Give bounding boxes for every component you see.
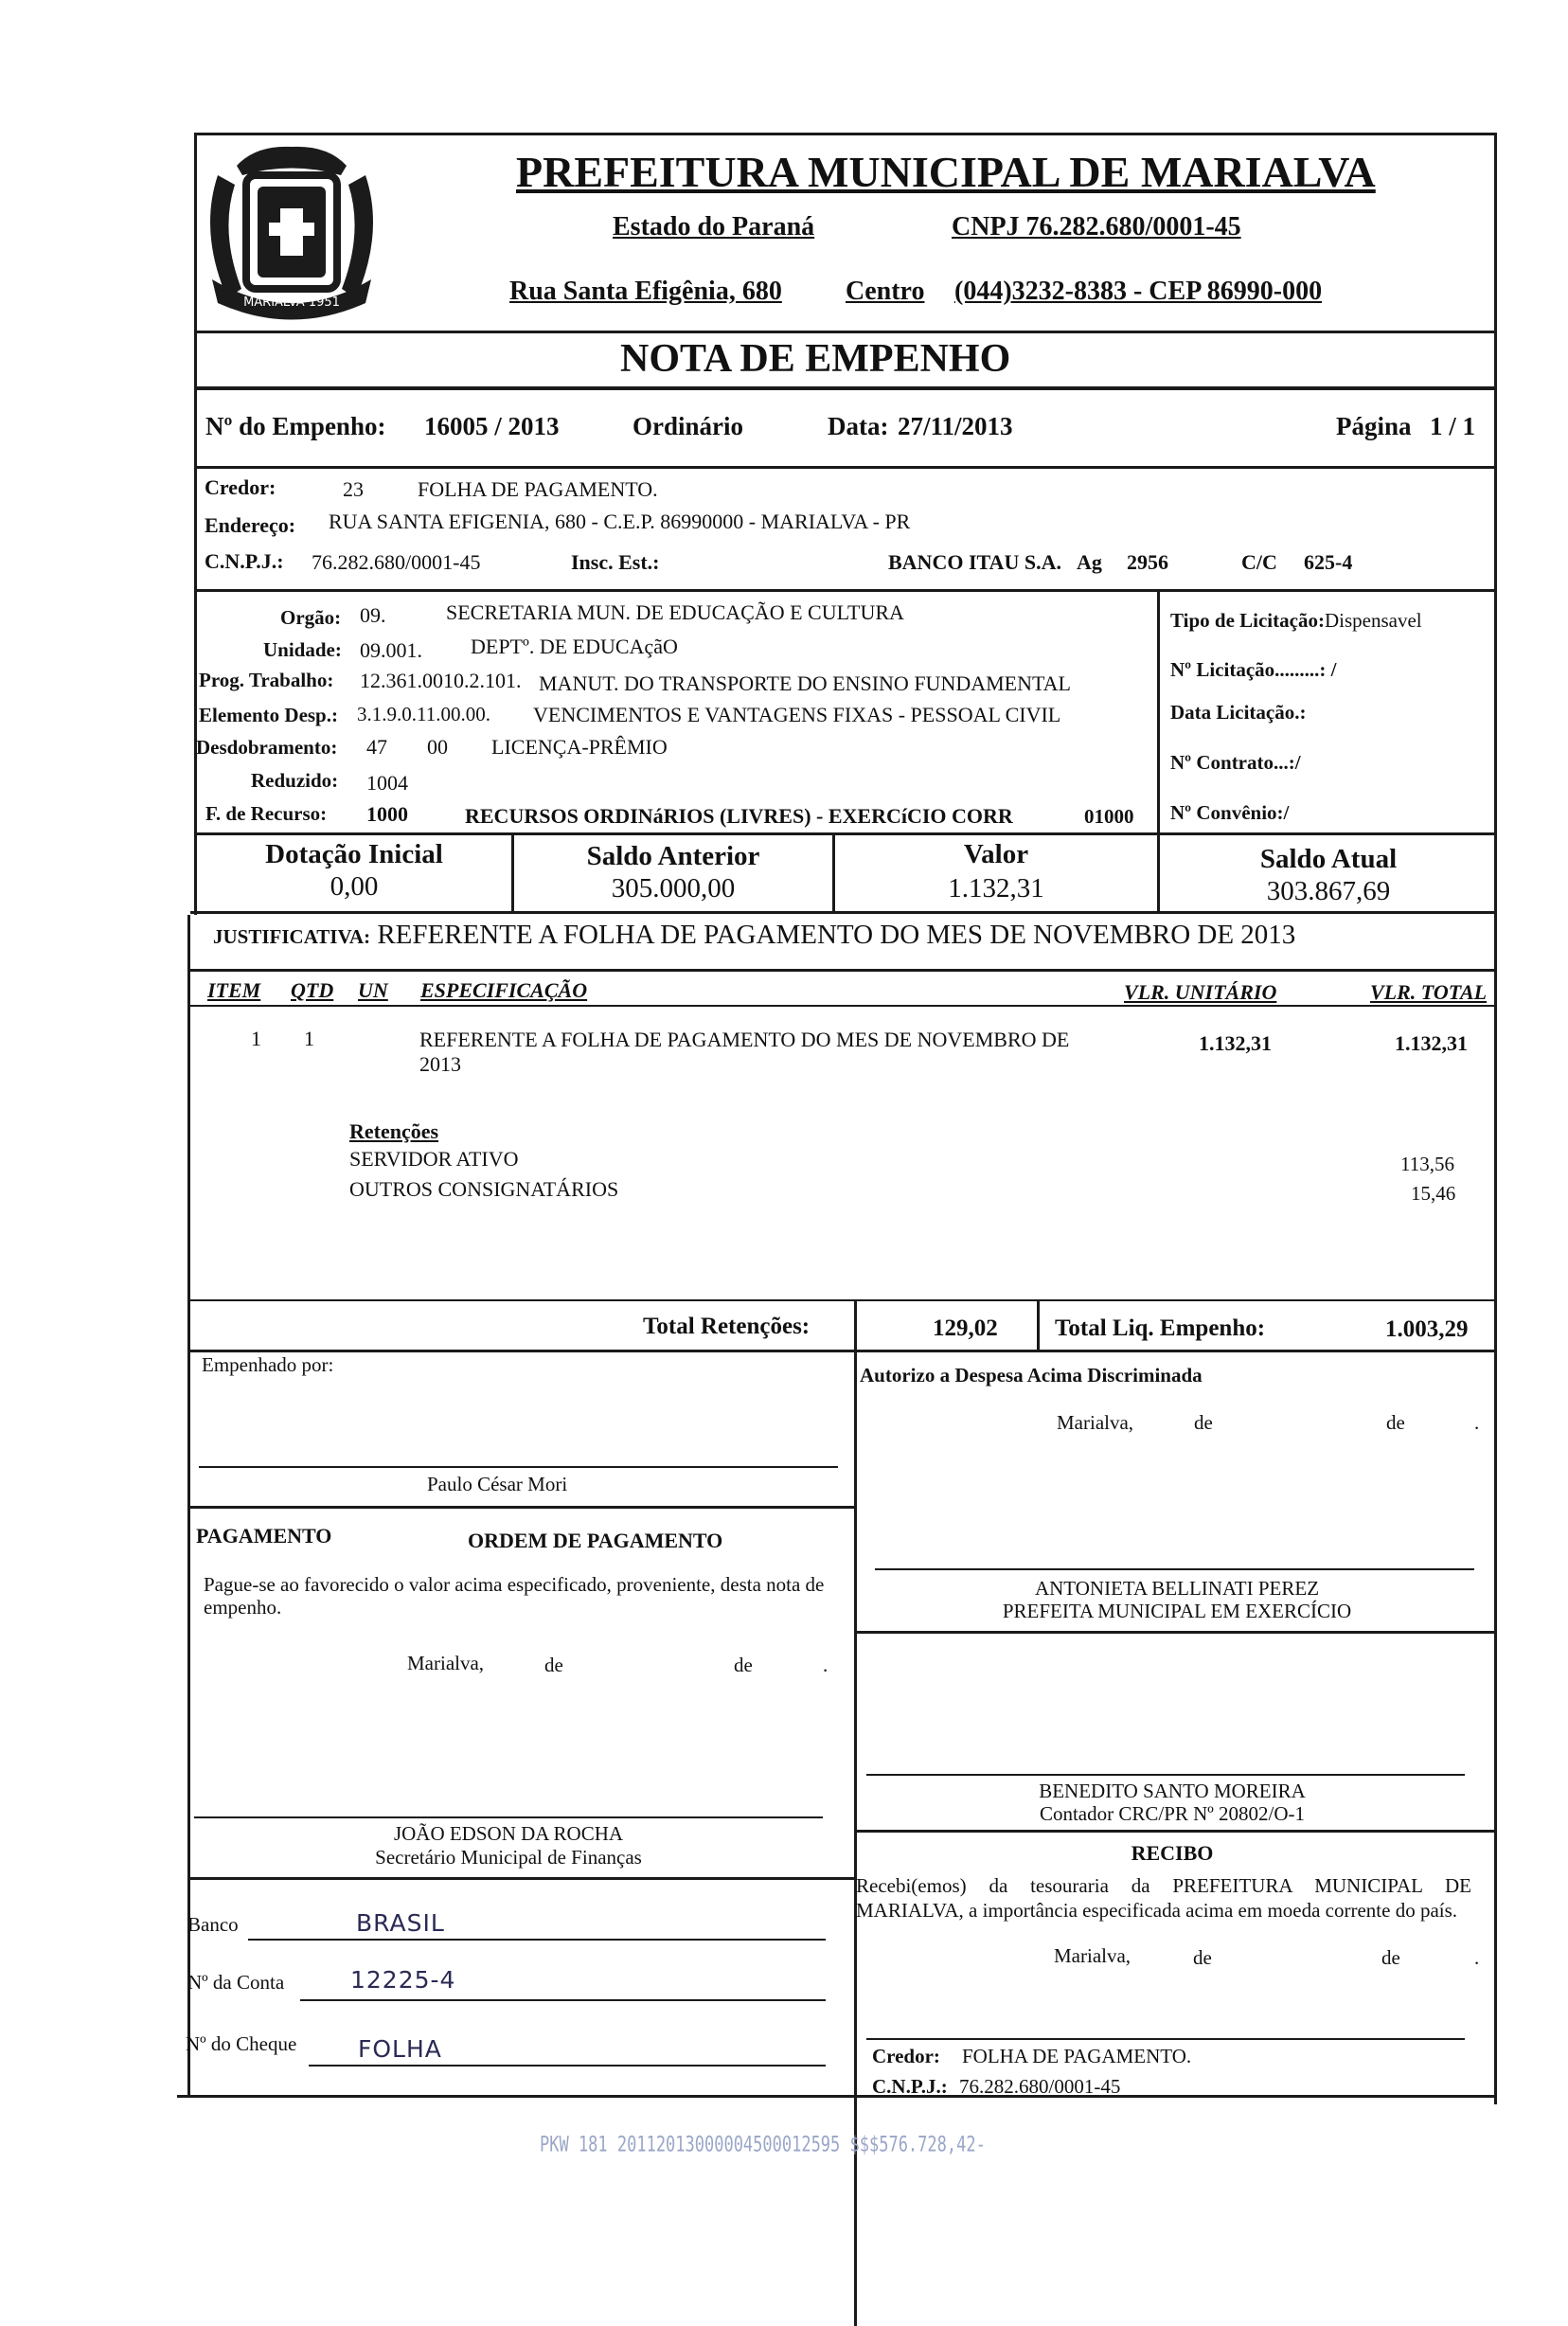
empenhado-por-label: Empenhado por: <box>202 1353 334 1376</box>
signature-line-prefeita <box>875 1568 1474 1570</box>
address-label: Endereço: <box>205 513 296 537</box>
conta-value: 12225-4 <box>350 1966 456 1994</box>
retencao-name-servidor: SERVIDOR ATIVO <box>349 1147 519 1171</box>
empenho-number-label: Nº do Empenho: <box>205 412 386 440</box>
credor-name: FOLHA DE PAGAMENTO. <box>418 477 658 501</box>
item-quantity: 1 <box>304 1027 314 1050</box>
financas-signer-role: Secretário Municipal de Finanças <box>375 1846 642 1869</box>
banco-label: Banco <box>187 1913 239 1936</box>
column-header-specification: ESPECIFICAÇÃO <box>420 978 588 1002</box>
frame-left-border-upper <box>194 133 197 915</box>
retencao-name-outros: OUTROS CONSIGNATÁRIOS <box>349 1177 619 1201</box>
signature-line-financas <box>194 1816 823 1818</box>
header-cnpj: CNPJ 76.282.680/0001-45 <box>952 212 1241 242</box>
header-district: Centro <box>846 277 925 306</box>
contrato-number: Nº Contrato...:/ <box>1170 751 1301 774</box>
valor-value: 1.132,31 <box>948 873 1044 904</box>
justificativa <box>213 920 1295 951</box>
elemento-label: Elemento Desp.: <box>199 704 338 726</box>
frame-top-border <box>194 133 1497 135</box>
divider-contador <box>854 1830 1497 1833</box>
page-label: Página <box>1336 412 1412 440</box>
empenhado-signer: Paulo César Mori <box>427 1473 568 1495</box>
insc-est-label: Insc. Est.: <box>571 550 660 574</box>
licitacao-type-value: Dispensavel <box>1324 609 1422 632</box>
cheque-line <box>309 2065 826 2067</box>
autorizo-date-de2: de <box>1386 1411 1405 1434</box>
empenho-date-label: Data: <box>828 412 889 440</box>
credor-address: RUA SANTA EFIGENIA, 680 - C.E.P. 86990000 - MARIALVA - PR <box>329 510 911 533</box>
prefeita-name: ANTONIETA BELLINATI PEREZ <box>1034 1577 1320 1600</box>
seal-lettering: MARIALVA 1951 <box>243 295 340 310</box>
contador-role: Contador CRC/PR Nº 20802/O-1 <box>1039 1802 1306 1825</box>
signature-line-contador <box>866 1774 1465 1776</box>
recibo-cnpj-label: C.N.P.J.: <box>872 2075 948 2098</box>
licitacao-type <box>1170 609 1422 633</box>
recibo-place: Marialva, <box>1054 1944 1131 1967</box>
retencao-value-servidor: 113,56 <box>1400 1153 1454 1175</box>
signature-line-empenhado <box>199 1466 838 1468</box>
credor-cnpj-label: C.N.P.J.: <box>205 549 284 573</box>
recibo-credor-value: FOLHA DE PAGAMENTO. <box>962 2045 1192 2067</box>
frame-right-border <box>1494 133 1497 2104</box>
orgao-code: 09. <box>360 603 386 627</box>
desdobramento-a: 47 <box>366 735 387 759</box>
item-number: 1 <box>251 1027 261 1050</box>
autorizo-place: Marialva, <box>1057 1411 1134 1434</box>
elemento-code: 3.1.9.0.11.00.00. <box>357 703 490 725</box>
empenho-date: 27/11/2013 <box>898 412 1013 440</box>
divider-balances <box>190 911 1497 914</box>
item-specification-line1: REFERENTE A FOLHA DE PAGAMENTO DO MES DE NOVEMBRO DE <box>419 1028 1070 1051</box>
financas-signer-name: JOÃO EDSON DA ROCHA <box>393 1822 624 1845</box>
pagamento-date-de1: de <box>544 1654 563 1676</box>
divider-item-header <box>190 1005 1497 1007</box>
ordem-pagamento-title: ORDEM DE PAGAMENTO <box>468 1529 723 1552</box>
column-header-item: ITEM <box>207 978 261 1002</box>
valor-label: Valor <box>963 839 1029 869</box>
divider-justificativa <box>190 969 1497 972</box>
unidade-label: Unidade: <box>263 638 342 661</box>
pagamento-date-dot: . <box>823 1654 829 1676</box>
bank-agency-label: Ag <box>1077 550 1102 574</box>
divider-totals-top <box>187 1299 1497 1301</box>
recibo-credor-label: Credor: <box>872 2045 940 2067</box>
state-name: Estado do Paraná <box>613 212 815 242</box>
column-header-total-value: VLR. TOTAL <box>1370 980 1488 1004</box>
retencoes-title: Retenções <box>349 1119 439 1143</box>
bank-account: 625-4 <box>1304 550 1353 574</box>
prog-trabalho-label: Prog. Trabalho: <box>199 669 334 691</box>
empenho-type: Ordinário <box>633 412 744 440</box>
recurso-code: 1000 <box>366 802 408 826</box>
recurso-number: 01000 <box>1084 805 1134 828</box>
header-street: Rua Santa Efigênia, 680 <box>509 277 782 306</box>
credor-code: 23 <box>343 477 364 501</box>
document-title: NOTA DE EMPENHO <box>620 337 1011 381</box>
recibo-date-de1: de <box>1193 1946 1212 1969</box>
dotacao-value: 0,00 <box>330 871 379 902</box>
autorizo-date-de1: de <box>1194 1411 1213 1434</box>
page-number: 1 / 1 <box>1430 412 1476 440</box>
pagamento-label: PAGAMENTO <box>196 1524 332 1548</box>
cheque-value: FOLHA <box>358 2035 442 2063</box>
desdobramento-label: Desdobramento: <box>196 736 338 759</box>
saldo-atual-value: 303.867,69 <box>1266 876 1391 906</box>
orgao-label: Orgão: <box>280 606 342 629</box>
empenho-number: 16005 / 2013 <box>424 412 560 440</box>
column-header-un: UN <box>358 978 388 1002</box>
signature-line-credor <box>866 2038 1465 2040</box>
prog-trabalho-name: MANUT. DO TRANSPORTE DO ENSINO FUNDAMENTAL <box>539 671 1071 695</box>
pagamento-text: Pague-se ao favorecido o valor acima especificado, proveniente, desta nota de empenho. <box>204 1573 825 1619</box>
desdobramento-b: 00 <box>427 735 448 759</box>
saldo-atual-label: Saldo Atual <box>1259 844 1398 874</box>
item-total-value: 1.132,31 <box>1395 1031 1468 1055</box>
recibo-date-de2: de <box>1381 1946 1400 1969</box>
column-header-unit-value: VLR. UNITÁRIO <box>1124 980 1277 1004</box>
municipal-coat-of-arms <box>199 137 384 331</box>
licitacao-number: Nº Licitação.........: / <box>1170 658 1337 681</box>
item-specification-line2: 2013 <box>419 1052 461 1076</box>
bank-agency: 2956 <box>1127 550 1168 574</box>
bank-account-label: C/C <box>1241 550 1277 574</box>
prog-trabalho-code: 12.361.0010.2.101. <box>360 669 522 692</box>
retencao-value-outros: 15,46 <box>1411 1182 1456 1205</box>
recurso-label: F. de Recurso: <box>205 802 328 825</box>
recibo-title: RECIBO <box>1131 1841 1214 1865</box>
column-header-qtd: QTD <box>291 978 334 1002</box>
divider-header <box>194 331 1497 333</box>
licitacao-date: Data Licitação.: <box>1170 701 1307 724</box>
reduzido-label: Reduzido: <box>251 769 339 792</box>
frame-bottom-border <box>177 2095 1497 2098</box>
item-unit-value: 1.132,31 <box>1199 1031 1272 1055</box>
divider-prefeita <box>854 1631 1497 1634</box>
convenio-number: Nº Convênio:/ <box>1170 801 1290 824</box>
bank-authentication-stamp: PKW 181 20112013000004500012595 $$$576.728,42- <box>540 2133 986 2157</box>
divider-credor <box>194 589 1497 592</box>
divider-empenho <box>194 466 1497 469</box>
total-retencoes-value: 129,02 <box>933 1315 998 1341</box>
banco-line <box>248 1939 826 1941</box>
justificativa-text: REFERENTE A FOLHA DE PAGAMENTO DO MES DE NOVEMBRO DE 2013 <box>377 920 1296 950</box>
reduzido-value: 1004 <box>366 771 408 795</box>
divider-licitacao-vertical <box>1157 589 1160 833</box>
banco-value: BRASIL <box>356 1909 445 1937</box>
total-liquido-label: Total Liq. Empenho: <box>1055 1315 1266 1341</box>
credor-bank: BANCO ITAU S.A. <box>888 550 1061 574</box>
unidade-name: DEPTº. DE EDUCAçãO <box>471 635 678 658</box>
contador-name: BENEDITO SANTO MOREIRA <box>1039 1780 1306 1802</box>
prefeita-role: PREFEITA MUNICIPAL EM EXERCÍCIO <box>1002 1600 1352 1622</box>
justificativa-label: JUSTIFICATIVA: <box>213 925 371 948</box>
saldo-anterior-value: 305.000,00 <box>611 873 736 904</box>
licitacao-type-label: Tipo de Licitação: <box>1170 609 1325 632</box>
municipality-title: PREFEITURA MUNICIPAL DE MARIALVA <box>516 148 1376 196</box>
pagamento-date-de2: de <box>734 1654 753 1676</box>
elemento-name: VENCIMENTOS E VANTAGENS FIXAS - PESSOAL CIVIL <box>533 703 1061 726</box>
unidade-code: 09.001. <box>360 638 422 662</box>
desdobramento-name: LICENÇA-PRÊMIO <box>491 735 668 759</box>
credor-label: Credor: <box>205 475 276 499</box>
divider-financas <box>187 1877 856 1880</box>
divider-empenhado <box>187 1506 856 1509</box>
autorizo-title: Autorizo a Despesa Acima Discriminada <box>860 1364 1203 1387</box>
divider-budget <box>194 832 1497 835</box>
conta-line <box>300 1999 826 2001</box>
recibo-cnpj-value: 76.282.680/0001-45 <box>959 2075 1121 2098</box>
saldo-anterior-label: Saldo Anterior <box>586 841 760 871</box>
autorizo-date-dot: . <box>1474 1411 1480 1434</box>
conta-label: Nº da Conta <box>187 1971 285 1994</box>
recibo-date-dot: . <box>1474 1946 1480 1969</box>
recibo-text: Recebi(emos) da tesouraria da PREFEITURA MUNICIPAL DE MARIALVA, a importância especificada acima em moeda corrente do país. <box>856 1874 1471 1922</box>
divider-totals-inner <box>1037 1299 1040 1351</box>
total-retencoes-label: Total Retenções: <box>643 1314 811 1339</box>
divider-title <box>194 386 1497 390</box>
total-liquido-value: 1.003,29 <box>1385 1316 1469 1342</box>
divider-totals-bottom <box>187 1350 1497 1352</box>
cheque-label: Nº do Cheque <box>186 2032 297 2055</box>
dotacao-label: Dotação Inicial <box>265 839 443 869</box>
header-phone-cep: (044)3232-8383 - CEP 86990-000 <box>954 277 1323 306</box>
pagamento-place: Marialva, <box>407 1652 485 1674</box>
orgao-name: SECRETARIA MUN. DE EDUCAÇÃO E CULTURA <box>446 600 904 624</box>
recurso-name: RECURSOS ORDINáRIOS (LIVRES) - EXERCíCIO CORR <box>465 804 1013 828</box>
credor-cnpj: 76.282.680/0001-45 <box>312 550 481 574</box>
